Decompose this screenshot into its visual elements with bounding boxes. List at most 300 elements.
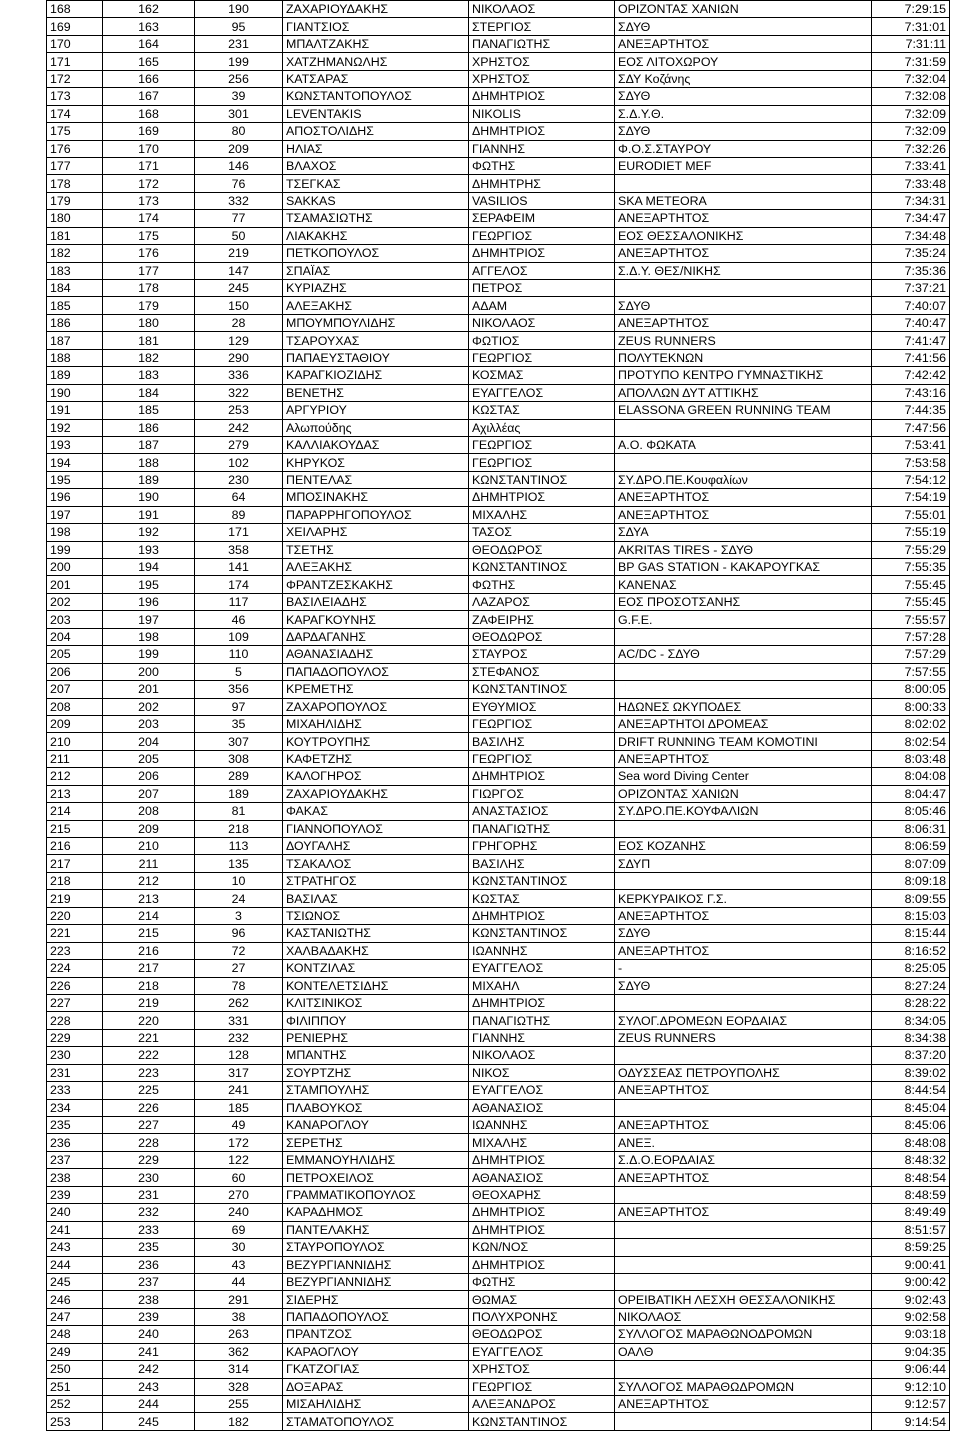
- club-cell: ΑΝΕΞΑΡΤΗΤΟΣ: [615, 1396, 872, 1413]
- table-row: [47, 838, 950, 855]
- bib-number-cell: 242: [195, 419, 283, 436]
- surname-cell: ΚΑΡΑΓΚΙΟΖΙΔΗΣ: [283, 367, 469, 384]
- finish-time-cell: 9:03:18: [872, 1326, 950, 1343]
- first-name-cell: ΛΑΖΑΡΟΣ: [469, 593, 615, 610]
- table-row: [47, 70, 950, 87]
- overall-position-cell: 248: [47, 1326, 103, 1343]
- finish-time-cell: 7:55:45: [872, 576, 950, 593]
- club-cell: ΑΠΟΛΛΩΝ ΔΥΤ ΑΤΤΙΚΗΣ: [615, 384, 872, 401]
- category-position-cell: 236: [103, 1256, 195, 1273]
- surname-cell: ΧΑΛΒΑΔΑΚΗΣ: [283, 942, 469, 959]
- category-position-cell: 185: [103, 402, 195, 419]
- table-row: [47, 1099, 950, 1116]
- finish-time-cell: 7:57:55: [872, 663, 950, 680]
- table-row: [47, 1151, 950, 1168]
- finish-time-cell: 7:34:48: [872, 227, 950, 244]
- finish-time-cell: 9:00:41: [872, 1256, 950, 1273]
- first-name-cell: ΓΡΗΓΟΡΗΣ: [469, 838, 615, 855]
- category-position-cell: 239: [103, 1308, 195, 1325]
- finish-time-cell: 8:44:54: [872, 1082, 950, 1099]
- bib-number-cell: 102: [195, 454, 283, 471]
- overall-position-cell: 203: [47, 611, 103, 628]
- bib-number-cell: 147: [195, 262, 283, 279]
- finish-time-cell: 7:33:48: [872, 175, 950, 192]
- overall-position-cell: 192: [47, 419, 103, 436]
- club-cell: ΑΝΕΞΑΡΤΗΤΟΣ: [615, 1204, 872, 1221]
- table-row: [47, 907, 950, 924]
- category-position-cell: 200: [103, 663, 195, 680]
- table-row: [47, 314, 950, 331]
- surname-cell: ΣΙΔΕΡΗΣ: [283, 1291, 469, 1308]
- finish-time-cell: 8:06:31: [872, 820, 950, 837]
- club-cell: ΑΝΕΞΑΡΤΗΤΟΙ ΔΡΟΜΕΑΣ: [615, 715, 872, 732]
- surname-cell: ΧΕΙΛΑΡΗΣ: [283, 524, 469, 541]
- table-row: [47, 715, 950, 732]
- finish-time-cell: 7:54:12: [872, 471, 950, 488]
- category-position-cell: 235: [103, 1239, 195, 1256]
- first-name-cell: ΚΩΝ/ΝΟΣ: [469, 1239, 615, 1256]
- overall-position-cell: 181: [47, 227, 103, 244]
- overall-position-cell: 230: [47, 1047, 103, 1064]
- category-position-cell: 218: [103, 977, 195, 994]
- overall-position-cell: 180: [47, 210, 103, 227]
- category-position-cell: 187: [103, 436, 195, 453]
- finish-time-cell: 7:53:58: [872, 454, 950, 471]
- finish-time-cell: 7:55:35: [872, 559, 950, 576]
- club-cell: SKA METEORA: [615, 192, 872, 209]
- category-position-cell: 232: [103, 1204, 195, 1221]
- table-row: [47, 820, 950, 837]
- bib-number-cell: 28: [195, 314, 283, 331]
- table-row: [47, 53, 950, 70]
- surname-cell: ΑΠΟΣΤΟΛΙΔΗΣ: [283, 123, 469, 140]
- overall-position-cell: 184: [47, 280, 103, 297]
- table-row: [47, 872, 950, 889]
- club-cell: Σ.Δ.Υ. ΘΕΣ/ΝΙΚΗΣ: [615, 262, 872, 279]
- overall-position-cell: 227: [47, 994, 103, 1011]
- surname-cell: ΒΛΑΧΟΣ: [283, 157, 469, 174]
- finish-time-cell: 8:45:06: [872, 1117, 950, 1134]
- first-name-cell: ΧΡΗΣΤΟΣ: [469, 53, 615, 70]
- table-row: [47, 1378, 950, 1395]
- club-cell: [615, 280, 872, 297]
- bib-number-cell: 291: [195, 1291, 283, 1308]
- finish-time-cell: 7:35:24: [872, 245, 950, 262]
- table-row: [47, 1396, 950, 1413]
- club-cell: [615, 820, 872, 837]
- first-name-cell: VASILIOS: [469, 192, 615, 209]
- finish-time-cell: 8:27:24: [872, 977, 950, 994]
- first-name-cell: ΦΩΤΗΣ: [469, 157, 615, 174]
- category-position-cell: 197: [103, 611, 195, 628]
- table-row: [47, 471, 950, 488]
- club-cell: [615, 454, 872, 471]
- overall-position-cell: 183: [47, 262, 103, 279]
- finish-time-cell: 7:35:36: [872, 262, 950, 279]
- first-name-cell: ΓΙΑΝΝΗΣ: [469, 140, 615, 157]
- table-row: [47, 1204, 950, 1221]
- finish-time-cell: 9:02:58: [872, 1308, 950, 1325]
- category-position-cell: 204: [103, 733, 195, 750]
- bib-number-cell: 270: [195, 1186, 283, 1203]
- table-row: [47, 192, 950, 209]
- first-name-cell: ΠΑΝΑΓΙΩΤΗΣ: [469, 35, 615, 52]
- table-row: [47, 890, 950, 907]
- club-cell: DRIFT RUNNING TEAM KOMOTINI: [615, 733, 872, 750]
- finish-time-cell: 7:31:11: [872, 35, 950, 52]
- club-cell: ELASSONA GREEN RUNNING TEAM: [615, 402, 872, 419]
- category-position-cell: 245: [103, 1413, 195, 1430]
- finish-time-cell: 7:33:41: [872, 157, 950, 174]
- overall-position-cell: 208: [47, 698, 103, 715]
- bib-number-cell: 301: [195, 105, 283, 122]
- first-name-cell: ΓΕΩΡΓΙΟΣ: [469, 715, 615, 732]
- table-row: [47, 419, 950, 436]
- overall-position-cell: 224: [47, 960, 103, 977]
- category-position-cell: 209: [103, 820, 195, 837]
- club-cell: [615, 1239, 872, 1256]
- category-position-cell: 188: [103, 454, 195, 471]
- table-row: [47, 1239, 950, 1256]
- table-row: [47, 88, 950, 105]
- club-cell: ΣΔΥΘ: [615, 88, 872, 105]
- surname-cell: ΣΤΑΜΑΤΟΠΟΥΛΟΣ: [283, 1413, 469, 1430]
- club-cell: ΟΔΥΣΣΕΑΣ ΠΕΤΡΟΥΠΟΛΗΣ: [615, 1064, 872, 1081]
- first-name-cell: ΔΗΜΗΤΡΙΟΣ: [469, 907, 615, 924]
- category-position-cell: 172: [103, 175, 195, 192]
- first-name-cell: ΔΗΜΗΤΡΙΟΣ: [469, 1204, 615, 1221]
- surname-cell: ΠΑΝΤΕΛΑΚΗΣ: [283, 1221, 469, 1238]
- bib-number-cell: 78: [195, 977, 283, 994]
- finish-time-cell: 8:03:48: [872, 750, 950, 767]
- bib-number-cell: 308: [195, 750, 283, 767]
- surname-cell: SAKKAS: [283, 192, 469, 209]
- table-row: [47, 1, 950, 18]
- category-position-cell: 233: [103, 1221, 195, 1238]
- club-cell: [615, 1221, 872, 1238]
- table-row: [47, 157, 950, 174]
- overall-position-cell: 211: [47, 750, 103, 767]
- overall-position-cell: 234: [47, 1099, 103, 1116]
- first-name-cell: ΙΩΑΝΝΗΣ: [469, 942, 615, 959]
- category-position-cell: 196: [103, 593, 195, 610]
- surname-cell: ΠΛΑΒΟΥΚΟΣ: [283, 1099, 469, 1116]
- overall-position-cell: 213: [47, 785, 103, 802]
- surname-cell: ΤΣΕΓΚΑΣ: [283, 175, 469, 192]
- category-position-cell: 169: [103, 123, 195, 140]
- surname-cell: ΜΠΑΝΤΗΣ: [283, 1047, 469, 1064]
- overall-position-cell: 210: [47, 733, 103, 750]
- first-name-cell: ΓΙΩΡΓΟΣ: [469, 785, 615, 802]
- table-row: [47, 960, 950, 977]
- category-position-cell: 167: [103, 88, 195, 105]
- club-cell: Σ.Δ.Υ.Θ.: [615, 105, 872, 122]
- table-row: [47, 1064, 950, 1081]
- first-name-cell: ΠΕΤΡΟΣ: [469, 280, 615, 297]
- table-row: [47, 1082, 950, 1099]
- overall-position-cell: 199: [47, 541, 103, 558]
- first-name-cell: ΖΑΦΕΙΡΗΣ: [469, 611, 615, 628]
- finish-time-cell: 8:51:57: [872, 1221, 950, 1238]
- finish-time-cell: 7:55:19: [872, 524, 950, 541]
- overall-position-cell: 191: [47, 402, 103, 419]
- finish-time-cell: 8:07:09: [872, 855, 950, 872]
- overall-position-cell: 175: [47, 123, 103, 140]
- overall-position-cell: 195: [47, 471, 103, 488]
- finish-time-cell: 8:09:18: [872, 872, 950, 889]
- surname-cell: ΚΑΤΣΑΡΑΣ: [283, 70, 469, 87]
- overall-position-cell: 169: [47, 18, 103, 35]
- first-name-cell: ΔΗΜΗΤΡΗΣ: [469, 175, 615, 192]
- first-name-cell: ΓΕΩΡΓΙΟΣ: [469, 436, 615, 453]
- table-row: [47, 105, 950, 122]
- club-cell: ΕΟΣ ΘΕΣΣΑΛΟΝΙΚΗΣ: [615, 227, 872, 244]
- finish-time-cell: 7:44:35: [872, 402, 950, 419]
- finish-time-cell: 8:37:20: [872, 1047, 950, 1064]
- first-name-cell: ΓΙΑΝΝΗΣ: [469, 1029, 615, 1046]
- first-name-cell: ΓΕΩΡΓΙΟΣ: [469, 1378, 615, 1395]
- overall-position-cell: 172: [47, 70, 103, 87]
- bib-number-cell: 3: [195, 907, 283, 924]
- overall-position-cell: 189: [47, 367, 103, 384]
- first-name-cell: ΤΑΣΟΣ: [469, 524, 615, 541]
- surname-cell: LEVENTAKIS: [283, 105, 469, 122]
- category-position-cell: 216: [103, 942, 195, 959]
- results-table: [46, 0, 950, 1431]
- surname-cell: ΖΑΧΑΡΟΠΟΥΛΟΣ: [283, 698, 469, 715]
- club-cell: Sea word Diving Center: [615, 768, 872, 785]
- surname-cell: ΤΣΑΜΑΣΙΩΤΗΣ: [283, 210, 469, 227]
- category-position-cell: 211: [103, 855, 195, 872]
- club-cell: [615, 681, 872, 698]
- table-row: [47, 1117, 950, 1134]
- club-cell: ΣΥΛΛΟΓΟΣ ΜΑΡΑΘΩΝΟΔΡΟΜΩΝ: [615, 1326, 872, 1343]
- category-position-cell: 237: [103, 1273, 195, 1290]
- bib-number-cell: 96: [195, 925, 283, 942]
- surname-cell: ΚΑΝΑΡΟΓΛΟΥ: [283, 1117, 469, 1134]
- first-name-cell: ΝΙΚΟΣ: [469, 1064, 615, 1081]
- overall-position-cell: 185: [47, 297, 103, 314]
- bib-number-cell: 24: [195, 890, 283, 907]
- bib-number-cell: 336: [195, 367, 283, 384]
- overall-position-cell: 233: [47, 1082, 103, 1099]
- bib-number-cell: 185: [195, 1099, 283, 1116]
- first-name-cell: ΕΥΑΓΓΕΛΟΣ: [469, 1082, 615, 1099]
- surname-cell: ΕΜΜΑΝΟΥΗΛΙΔΗΣ: [283, 1151, 469, 1168]
- club-cell: ΝΙΚΟΛΑΟΣ: [615, 1308, 872, 1325]
- first-name-cell: ΔΗΜΗΤΡΙΟΣ: [469, 768, 615, 785]
- category-position-cell: 163: [103, 18, 195, 35]
- first-name-cell: Αχιλλέας: [469, 419, 615, 436]
- finish-time-cell: 7:55:45: [872, 593, 950, 610]
- overall-position-cell: 240: [47, 1204, 103, 1221]
- first-name-cell: ΕΥΑΓΓΕΛΟΣ: [469, 1343, 615, 1360]
- club-cell: Φ.Ο.Σ.ΣΤΑΥΡΟΥ: [615, 140, 872, 157]
- club-cell: ΑΝΕΞΑΡΤΗΤΟΣ: [615, 506, 872, 523]
- finish-time-cell: 9:14:54: [872, 1413, 950, 1430]
- first-name-cell: ΚΩΝΣΤΑΝΤΙΝΟΣ: [469, 681, 615, 698]
- surname-cell: ΜΠΑΛΤΖΑΚΗΣ: [283, 35, 469, 52]
- table-row: [47, 367, 950, 384]
- club-cell: -: [615, 960, 872, 977]
- table-row: [47, 1169, 950, 1186]
- club-cell: ΑΝΕΞΑΡΤΗΤΟΣ: [615, 35, 872, 52]
- table-row: [47, 576, 950, 593]
- club-cell: ΑΝΕΞΑΡΤΗΤΟΣ: [615, 1117, 872, 1134]
- club-cell: [615, 1256, 872, 1273]
- category-position-cell: 244: [103, 1396, 195, 1413]
- overall-position-cell: 249: [47, 1343, 103, 1360]
- surname-cell: Αλωπούδης: [283, 419, 469, 436]
- finish-time-cell: 9:06:44: [872, 1361, 950, 1378]
- table-row: [47, 506, 950, 523]
- overall-position-cell: 174: [47, 105, 103, 122]
- category-position-cell: 192: [103, 524, 195, 541]
- category-position-cell: 208: [103, 803, 195, 820]
- overall-position-cell: 228: [47, 1012, 103, 1029]
- club-cell: ΣΔΥΘ: [615, 123, 872, 140]
- surname-cell: ΠΕΤΡΟΧΕΙΛΟΣ: [283, 1169, 469, 1186]
- overall-position-cell: 239: [47, 1186, 103, 1203]
- table-row: [47, 1029, 950, 1046]
- club-cell: [615, 1047, 872, 1064]
- club-cell: ΕΟΣ ΚΟΖΑΝΗΣ: [615, 838, 872, 855]
- category-position-cell: 170: [103, 140, 195, 157]
- overall-position-cell: 235: [47, 1117, 103, 1134]
- bib-number-cell: 141: [195, 559, 283, 576]
- bib-number-cell: 135: [195, 855, 283, 872]
- surname-cell: ΠΑΠΑΕΥΣΤΑΘΙΟΥ: [283, 349, 469, 366]
- table-row: [47, 750, 950, 767]
- finish-time-cell: 7:40:47: [872, 314, 950, 331]
- club-cell: ΣΥΛΛΟΓΟΣ ΜΑΡΑΘΩΔΡΟΜΩΝ: [615, 1378, 872, 1395]
- first-name-cell: ΧΡΗΣΤΟΣ: [469, 1361, 615, 1378]
- club-cell: [615, 1186, 872, 1203]
- table-row: [47, 1273, 950, 1290]
- finish-time-cell: 7:57:28: [872, 628, 950, 645]
- first-name-cell: ΓΕΩΡΓΙΟΣ: [469, 227, 615, 244]
- bib-number-cell: 182: [195, 1413, 283, 1430]
- surname-cell: ΖΑΧΑΡΙΟΥΔΑΚΗΣ: [283, 1, 469, 18]
- category-position-cell: 195: [103, 576, 195, 593]
- overall-position-cell: 247: [47, 1308, 103, 1325]
- overall-position-cell: 253: [47, 1413, 103, 1430]
- club-cell: ΑΝΕΞΑΡΤΗΤΟΣ: [615, 907, 872, 924]
- bib-number-cell: 189: [195, 785, 283, 802]
- club-cell: [615, 175, 872, 192]
- overall-position-cell: 236: [47, 1134, 103, 1151]
- table-row: [47, 1256, 950, 1273]
- overall-position-cell: 173: [47, 88, 103, 105]
- finish-time-cell: 9:12:10: [872, 1378, 950, 1395]
- first-name-cell: ΣΤΑΥΡΟΣ: [469, 646, 615, 663]
- finish-time-cell: 8:48:59: [872, 1186, 950, 1203]
- club-cell: BP GAS STATION - ΚΑΚΑΡΟΥΓΚΑΣ: [615, 559, 872, 576]
- bib-number-cell: 190: [195, 1, 283, 18]
- finish-time-cell: 7:57:29: [872, 646, 950, 663]
- bib-number-cell: 95: [195, 18, 283, 35]
- bib-number-cell: 117: [195, 593, 283, 610]
- category-position-cell: 207: [103, 785, 195, 802]
- surname-cell: ΚΩΝΣΤΑΝΤΟΠΟΥΛΟΣ: [283, 88, 469, 105]
- surname-cell: ΚΑΦΕΤΖΗΣ: [283, 750, 469, 767]
- table-row: [47, 35, 950, 52]
- finish-time-cell: 7:31:01: [872, 18, 950, 35]
- bib-number-cell: 232: [195, 1029, 283, 1046]
- finish-time-cell: 8:04:47: [872, 785, 950, 802]
- overall-position-cell: 207: [47, 681, 103, 698]
- surname-cell: ΤΣΕΤΗΣ: [283, 541, 469, 558]
- surname-cell: ΣΟΥΡΤΖΗΣ: [283, 1064, 469, 1081]
- first-name-cell: ΝΙΚΟΛΑΟΣ: [469, 1047, 615, 1064]
- table-row: [47, 855, 950, 872]
- bib-number-cell: 307: [195, 733, 283, 750]
- table-row: [47, 942, 950, 959]
- first-name-cell: ΔΗΜΗΤΡΙΟΣ: [469, 1256, 615, 1273]
- category-position-cell: 231: [103, 1186, 195, 1203]
- category-position-cell: 230: [103, 1169, 195, 1186]
- first-name-cell: ΣΤΕΡΓΙΟΣ: [469, 18, 615, 35]
- overall-position-cell: 188: [47, 349, 103, 366]
- overall-position-cell: 201: [47, 576, 103, 593]
- bib-number-cell: 314: [195, 1361, 283, 1378]
- first-name-cell: ΔΗΜΗΤΡΙΟΣ: [469, 123, 615, 140]
- category-position-cell: 177: [103, 262, 195, 279]
- first-name-cell: ΚΩΝΣΤΑΝΤΙΝΟΣ: [469, 872, 615, 889]
- finish-time-cell: 7:41:47: [872, 332, 950, 349]
- club-cell: ΠΡΟΤΥΠΟ ΚΕΝΤΡΟ ΓΥΜΝΑΣΤΙΚΗΣ: [615, 367, 872, 384]
- overall-position-cell: 218: [47, 872, 103, 889]
- bib-number-cell: 113: [195, 838, 283, 855]
- overall-position-cell: 205: [47, 646, 103, 663]
- club-cell: ΟΡΙΖΟΝΤΑΣ ΧΑΝΙΩΝ: [615, 1, 872, 18]
- bib-number-cell: 289: [195, 768, 283, 785]
- first-name-cell: ΚΩΝΣΤΑΝΤΙΝΟΣ: [469, 471, 615, 488]
- club-cell: ΑΝΕΞΑΡΤΗΤΟΣ: [615, 314, 872, 331]
- table-row: [47, 349, 950, 366]
- overall-position-cell: 238: [47, 1169, 103, 1186]
- bib-number-cell: 38: [195, 1308, 283, 1325]
- overall-position-cell: 245: [47, 1273, 103, 1290]
- surname-cell: ΚΟΝΤΕΛΕΤΣΙΔΗΣ: [283, 977, 469, 994]
- category-position-cell: 180: [103, 314, 195, 331]
- finish-time-cell: 8:48:54: [872, 1169, 950, 1186]
- overall-position-cell: 221: [47, 925, 103, 942]
- surname-cell: ΔΑΡΔΑΓΑΝΗΣ: [283, 628, 469, 645]
- overall-position-cell: 246: [47, 1291, 103, 1308]
- surname-cell: ΜΠΟΥΜΠΟΥΛΙΔΗΣ: [283, 314, 469, 331]
- category-position-cell: 220: [103, 1012, 195, 1029]
- surname-cell: ΔΟΥΓΑΛΗΣ: [283, 838, 469, 855]
- table-row: [47, 1413, 950, 1430]
- bib-number-cell: 279: [195, 436, 283, 453]
- club-cell: ΟΑΛΘ: [615, 1343, 872, 1360]
- table-row: [47, 384, 950, 401]
- bib-number-cell: 110: [195, 646, 283, 663]
- category-position-cell: 210: [103, 838, 195, 855]
- category-position-cell: 213: [103, 890, 195, 907]
- club-cell: ΕΟΣ ΛΙΤΟΧΩΡΟΥ: [615, 53, 872, 70]
- table-row: [47, 524, 950, 541]
- surname-cell: ΚΑΡΑΔΗΜΟΣ: [283, 1204, 469, 1221]
- first-name-cell: ΔΗΜΗΤΡΙΟΣ: [469, 1221, 615, 1238]
- first-name-cell: ΑΛΕΞΑΝΔΡΟΣ: [469, 1396, 615, 1413]
- bib-number-cell: 49: [195, 1117, 283, 1134]
- club-cell: ΣΥ.ΔΡΟ.ΠΕ.Κουφαλίων: [615, 471, 872, 488]
- bib-number-cell: 331: [195, 1012, 283, 1029]
- club-cell: ΚΕΡΚΥΡΑΙΚΟΣ Γ.Σ.: [615, 890, 872, 907]
- overall-position-cell: 214: [47, 803, 103, 820]
